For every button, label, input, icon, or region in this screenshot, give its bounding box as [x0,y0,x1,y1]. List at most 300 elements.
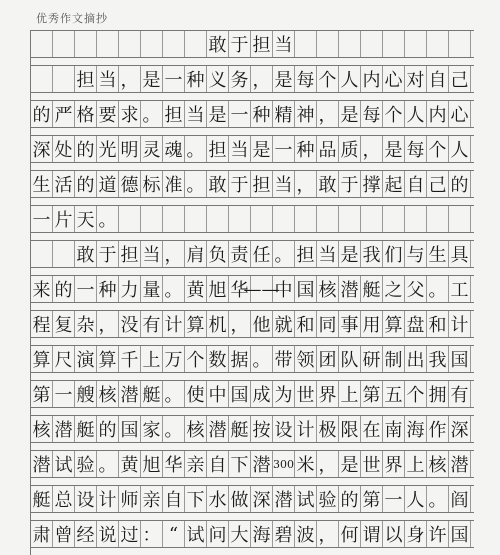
grid-cell: 一 [53,381,75,407]
grid-cell: 艇 [361,276,383,302]
grid-cell: 。 [163,416,185,442]
grid-cell [339,31,361,57]
grid-cell [53,241,75,267]
grid-cell: 任 [251,241,273,267]
grid-cell: 。 [185,171,207,197]
grid-cell: 肩 [185,241,207,267]
title-row [31,31,474,58]
grid-cell: 每 [361,101,383,127]
grid-cell: 深 [31,136,53,162]
grid-cell: 黄 [185,276,207,302]
grid-cell: 准 [163,171,185,197]
grid-cell: 种 [185,66,207,92]
grid-cell: 责 [229,241,251,267]
grid-cell [185,31,207,57]
grid-cell [295,31,317,57]
grid-cell: 谓 [361,521,383,547]
grid-cell: 己 [449,66,471,92]
grid-cell [207,206,229,232]
grid-cell: 光 [97,136,119,162]
grid-cell: 义 [207,66,229,92]
grid-cell: 事 [339,311,361,337]
grid-cell [31,66,53,92]
grid-cell: 人 [405,101,427,127]
grid-cell: 波 [295,521,317,547]
grid-cell: —— [251,276,273,302]
grid-cell: 一 [273,136,295,162]
grid-cell: 当 [229,136,251,162]
grid-cell: 盘 [405,311,427,337]
grid-cell: 杂 [75,311,97,337]
grid-cell: 是 [141,66,163,92]
grid-cell [75,31,97,57]
grid-cell: 内 [427,101,449,127]
text-row [31,135,474,163]
grid-cell: 没 [119,311,141,337]
grid-cell: 程 [31,311,53,337]
grid-cell: 是 [339,241,361,267]
grid-cell: 魂 [163,136,185,162]
grid-cell: 阎 [449,486,471,512]
grid-cell: 潜 [207,416,229,442]
grid-cell: 严 [53,101,75,127]
grid-cell [449,206,471,232]
grid-cell: 当 [273,171,295,197]
grid-cell: 黄 [119,451,141,477]
grid-cell: 世 [295,381,317,407]
grid-cell [53,66,75,92]
grid-cell: 担 [75,66,97,92]
grid-cell: 的 [31,101,53,127]
grid-cell: 领 [295,346,317,372]
grid-cell: 国 [229,381,251,407]
grid-cell [361,31,383,57]
grid-cell: 求 [119,101,141,127]
grid-cell: 世 [361,451,383,477]
grid-cell [405,31,427,57]
grid-cell: 个 [427,136,449,162]
grid-cell: 艇 [229,416,251,442]
grid-cell: 旭 [141,451,163,477]
grid-cell: 海 [251,521,273,547]
grid-cell: 潜 [31,451,53,477]
grid-cell: ， [119,66,141,92]
text-row [31,485,474,513]
grid-cell [339,206,361,232]
grid-cell: 在 [361,416,383,442]
grid-cell: 。 [163,381,185,407]
grid-cell: 具 [449,241,471,267]
grid-cell: 神 [295,101,317,127]
grid-cell [383,206,405,232]
grid-cell: 国 [449,521,471,547]
grid-cell: 要 [97,101,119,127]
grid-cell: 。 [141,101,163,127]
text-row [31,240,474,268]
grid-cell [361,206,383,232]
grid-cell [31,31,53,57]
grid-cell: 一 [383,486,405,512]
grid-cell: 于 [97,241,119,267]
grid-cell: 为 [273,381,295,407]
grid-cell: 当 [317,241,339,267]
grid-cell: 负 [207,241,229,267]
grid-cell: 自 [405,171,427,197]
grid-cell: 许 [427,521,449,547]
grid-cell: 演 [75,346,97,372]
grid-cell: 我 [361,241,383,267]
grid-cell: 潜 [449,451,471,477]
grid-cell: 种 [97,276,119,302]
grid-cell: 与 [405,241,427,267]
grid-cell: ， [163,241,185,267]
grid-cell: 经 [75,521,97,547]
grid-cell: 下 [229,451,251,477]
text-row [31,100,474,128]
grid-cell: 当 [97,66,119,92]
grid-cell: 道 [97,171,119,197]
grid-cell: 计 [295,416,317,442]
grid-cell: 和 [427,311,449,337]
grid-cell: 下 [185,486,207,512]
text-row [31,310,474,338]
grid-cell: 中 [207,381,229,407]
grid-cell [185,206,207,232]
grid-cell: 当 [273,31,295,57]
grid-cell: 有 [141,311,163,337]
grid-cell: 深 [449,416,471,442]
grid-cell: 南 [383,416,405,442]
grid-cell: 队 [339,346,361,372]
grid-cell: 国 [295,276,317,302]
grid-cell: 力 [119,276,141,302]
grid-cell: 生 [31,171,53,197]
grid-cell: 300 [273,451,295,477]
grid-cell: 问 [207,521,229,547]
grid-cell: 海 [405,416,427,442]
grid-cell [31,241,53,267]
grid-cell: 国 [449,346,471,372]
grid-cell: 以 [383,521,405,547]
grid-cell: 当 [141,241,163,267]
grid-cell: 一 [31,206,53,232]
grid-cell: 。 [163,276,185,302]
grid-cell: 敢 [317,171,339,197]
grid-cell: 亲 [185,451,207,477]
grid-cell: 自 [207,451,229,477]
grid-cell: 自 [163,486,185,512]
grid-cell: 机 [207,311,229,337]
grid-cell: 质 [339,136,361,162]
grid-cell: 是 [339,101,361,127]
grid-cell: 米 [295,451,317,477]
grid-cell: 的 [75,136,97,162]
grid-cell: 标 [141,171,163,197]
grid-cell: 按 [251,416,273,442]
grid-cell: 。 [97,206,119,232]
grid-cell: 潜 [251,451,273,477]
grid-cell: 潜 [339,276,361,302]
grid-cell: 心 [383,66,405,92]
grid-cell: 。 [97,451,119,477]
grid-cell: 担 [251,31,273,57]
grid-cell: 敢 [75,241,97,267]
grid-cell: 碧 [273,521,295,547]
grid-cell: ， [295,171,317,197]
grid-cell: 个 [405,381,427,407]
grid-cell: 万 [163,346,185,372]
text-row [31,520,474,548]
grid-cell: 人 [449,136,471,162]
grid-cell: 亲 [141,486,163,512]
grid-cell: 对 [405,66,427,92]
grid-cell [141,31,163,57]
grid-cell: 作 [427,416,449,442]
grid-cell [405,206,427,232]
grid-cell [427,206,449,232]
grid-cell: 何 [339,521,361,547]
grid-cell: 核 [185,416,207,442]
grid-cell: 计 [449,311,471,337]
grid-cell: 第 [361,381,383,407]
grid-cell: 身 [405,521,427,547]
grid-cell: ， [229,311,251,337]
grid-cell: 灵 [141,136,163,162]
grid-cell: 每 [295,66,317,92]
grid-cell: 。 [427,276,449,302]
grid-cell: 父 [405,276,427,302]
grid-cell: 和 [295,311,317,337]
grid-cell: 制 [383,346,405,372]
text-row [31,415,474,443]
grid-cell: 人 [405,486,427,512]
grid-cell: 肃 [31,521,53,547]
grid-cell: 验 [75,451,97,477]
grid-cell: 千 [119,346,141,372]
grid-cell [273,206,295,232]
grid-cell: 试 [295,486,317,512]
grid-cell: 五 [383,381,405,407]
grid-cell: 过 [119,521,141,547]
grid-cell: 一 [75,276,97,302]
grid-cell: 个 [185,346,207,372]
grid-cell: 处 [53,136,75,162]
grid-cell: 工 [449,276,471,302]
grid-cell: “ [163,521,185,547]
grid-cell: 限 [339,416,361,442]
grid-cell: 内 [361,66,383,92]
grid-cell: 务 [229,66,251,92]
text-row [31,170,474,198]
grid-cell: 核 [427,451,449,477]
grid-cell: 明 [119,136,141,162]
grid-cell: 是 [207,101,229,127]
grid-cell: 片 [53,206,75,232]
grid-cell [317,206,339,232]
grid-cell: 他 [251,311,273,337]
grid-cell: 的 [53,276,75,302]
grid-cell [383,31,405,57]
grid-cell [97,31,119,57]
grid-cell: 国 [119,416,141,442]
grid-cell: 成 [251,381,273,407]
grid-cell: 设 [273,416,295,442]
grid-cell: 担 [119,241,141,267]
grid-cell: 我 [427,346,449,372]
grid-cell [163,31,185,57]
grid-cell: 每 [405,136,427,162]
grid-cell: 担 [163,101,185,127]
grid-cell [229,206,251,232]
grid-cell: 个 [317,66,339,92]
grid-cell: 。 [251,346,273,372]
grid-cell: 试 [185,521,207,547]
text-row [31,450,474,478]
grid-cell: 研 [361,346,383,372]
grid-cell: 。 [185,136,207,162]
grid-cell: 验 [317,486,339,512]
grid-cell: 艇 [141,381,163,407]
grid-cell: 核 [97,381,119,407]
grid-cell: 品 [317,136,339,162]
grid-cell: 撑 [361,171,383,197]
grid-cell: 带 [273,346,295,372]
grid-cell: 种 [295,136,317,162]
grid-cell: 家 [141,416,163,442]
grid-cell: 第 [31,381,53,407]
grid-cell: 是 [339,451,361,477]
grid-cell [449,31,471,57]
grid-cell: 同 [317,311,339,337]
grid-cell: 们 [383,241,405,267]
grid-cell: 算 [383,311,405,337]
grid-cell: ： [141,521,163,547]
grid-cell [163,206,185,232]
grid-cell: 格 [75,101,97,127]
grid-cell: 做 [229,486,251,512]
text-row [31,65,474,93]
grid-cell: 就 [273,311,295,337]
grid-cell: ， [251,66,273,92]
grid-cell: 有 [449,381,471,407]
grid-cell: ， [317,521,339,547]
text-row [31,205,474,233]
grid-cell: 数 [207,346,229,372]
grid-cell: 设 [75,486,97,512]
grid-cell: 德 [119,171,141,197]
grid-cell: ， [317,451,339,477]
grid-cell: 算 [31,346,53,372]
grid-cell: ， [317,101,339,127]
grid-cell [53,31,75,57]
grid-cell: 量 [141,276,163,302]
grid-cell: 起 [383,171,405,197]
grid-cell: 之 [383,276,405,302]
grid-cell: 算 [185,311,207,337]
grid-cell: 潜 [119,381,141,407]
grid-cell: ， [97,311,119,337]
grid-cell: 旭 [207,276,229,302]
grid-cell: 天 [75,206,97,232]
grid-cell [427,31,449,57]
grid-cell: 是 [251,136,273,162]
grid-cell: 上 [405,451,427,477]
grid-cell: 计 [97,486,119,512]
grid-cell: 中 [273,276,295,302]
grid-cell: 种 [251,101,273,127]
grid-cell: 试 [53,451,75,477]
grid-cell: 是 [273,66,295,92]
manuscript-grid [30,30,474,555]
grid-cell: 出 [405,346,427,372]
grid-cell: 己 [427,171,449,197]
grid-cell: 担 [295,241,317,267]
text-row [31,345,474,373]
grid-cell: 的 [449,171,471,197]
grid-cell: 深 [251,486,273,512]
grid-cell: 潜 [53,416,75,442]
grid-cell: 。 [427,486,449,512]
grid-cell: 计 [163,311,185,337]
grid-cell: 据 [229,346,251,372]
grid-cell: 上 [141,346,163,372]
grid-cell: 说 [97,521,119,547]
page-header: 优秀作文摘抄 [36,12,108,25]
grid-cell: 华 [163,451,185,477]
grid-cell [141,206,163,232]
grid-cell: 精 [273,101,295,127]
grid-cell: 用 [361,311,383,337]
grid-cell: 曾 [53,521,75,547]
grid-cell: 艘 [75,381,97,407]
grid-cell: 复 [53,311,75,337]
grid-cell: 心 [449,101,471,127]
grid-cell: 一 [229,101,251,127]
grid-cell: 界 [383,451,405,477]
grid-cell: 担 [251,171,273,197]
grid-cell: 敢 [207,31,229,57]
grid-cell: 于 [229,171,251,197]
grid-cell: 人 [339,66,361,92]
text-row [31,380,474,408]
grid-cell [119,31,141,57]
grid-cell: 总 [53,486,75,512]
grid-cell: 当 [185,101,207,127]
grid-cell: 团 [317,346,339,372]
grid-cell: 尺 [53,346,75,372]
grid-cell: 潜 [273,486,295,512]
grid-cell: 敢 [207,171,229,197]
grid-cell: 水 [207,486,229,512]
grid-cell: 来 [31,276,53,302]
grid-cell: 华 [229,276,251,302]
grid-cell: 使 [185,381,207,407]
grid-cell: 的 [97,416,119,442]
grid-cell: 的 [75,171,97,197]
grid-cell: ， [361,136,383,162]
text-row [31,275,474,303]
grid-cell: 核 [317,276,339,302]
grid-cell: 个 [383,101,405,127]
grid-cell: 的 [339,486,361,512]
grid-cell: 于 [229,31,251,57]
grid-cell: 生 [427,241,449,267]
grid-cell [317,31,339,57]
grid-cell [295,206,317,232]
grid-cell: 师 [119,486,141,512]
grid-cell [251,206,273,232]
grid-cell: 艇 [31,486,53,512]
